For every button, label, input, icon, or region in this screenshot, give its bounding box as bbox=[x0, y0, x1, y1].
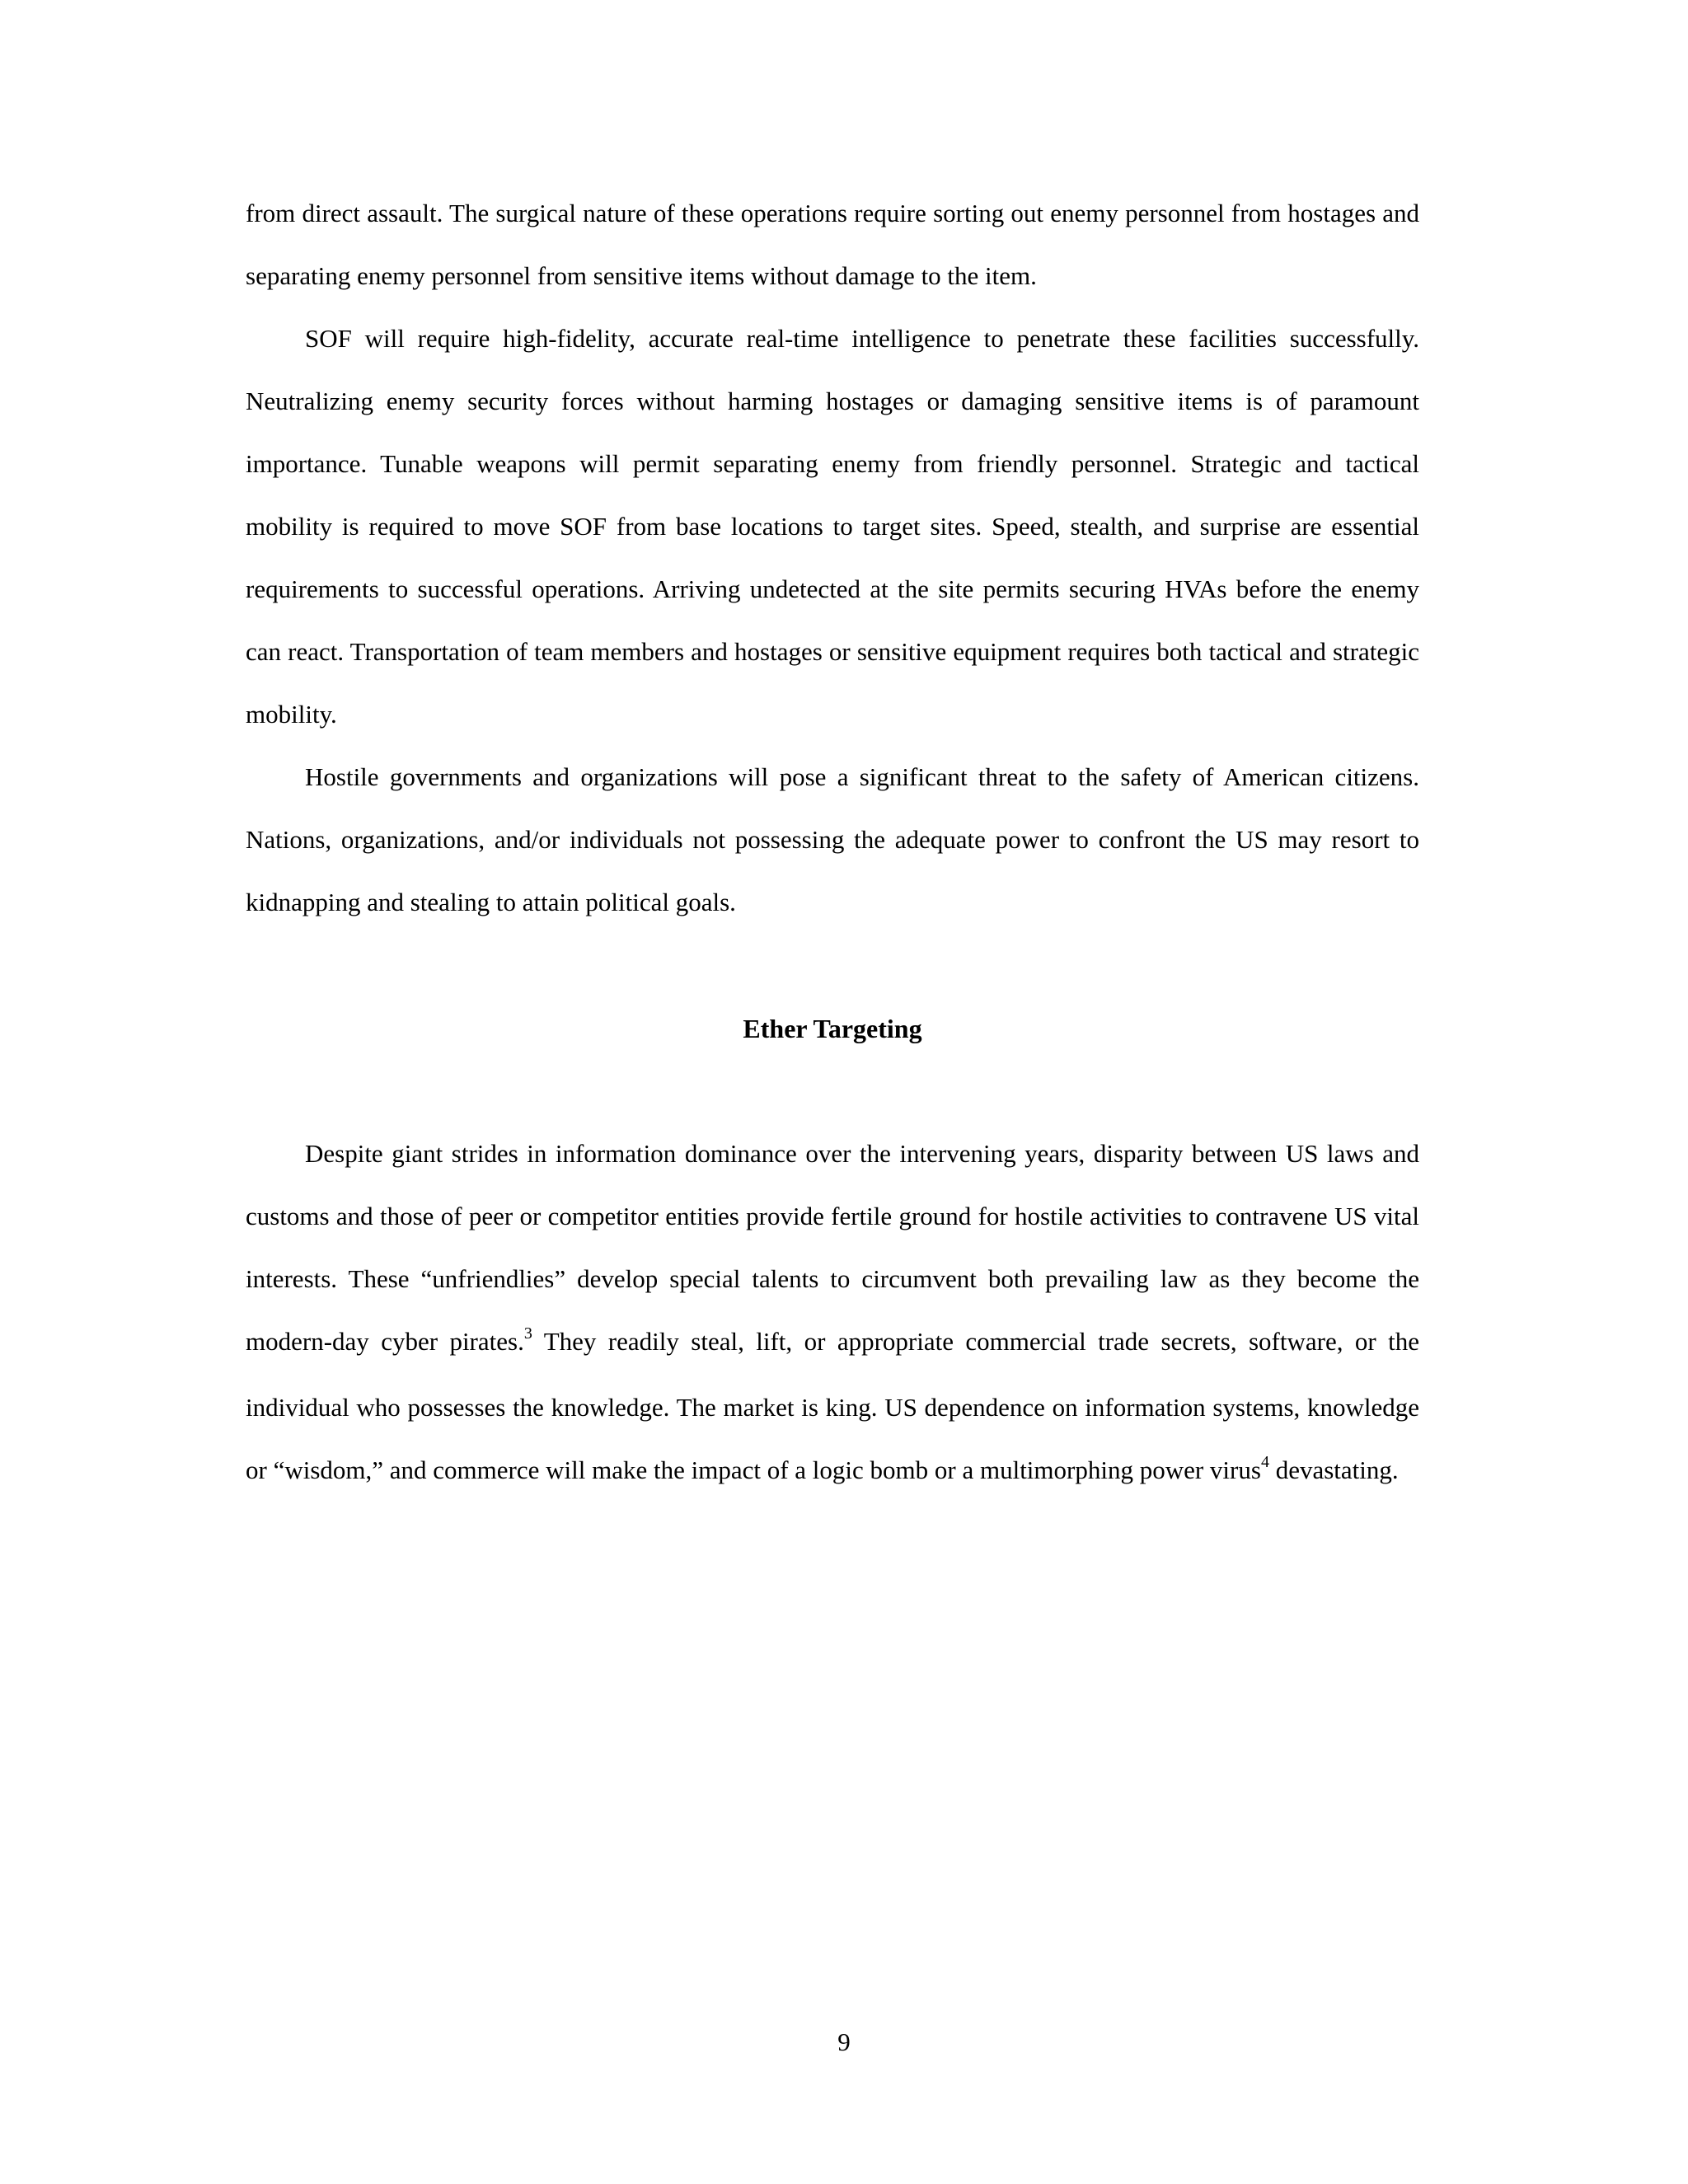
paragraph-text-part-3: devastating. bbox=[1268, 1455, 1399, 1484]
paragraph-hostile-governments: Hostile governments and organizations will pose a significant threat to the safety of American citizens. Nations, organizations, and/or individuals not possessing the adequate power to confront the US may resort to kidnapping and stealing to attain political goals. bbox=[246, 762, 1419, 916]
paragraph-ether-targeting bbox=[246, 1122, 1419, 1505]
paragraph-text-part-1: Despite giant strides in information dominance over the intervening years, disparity between US laws and customs and those of peer or competitor entities provide fertile ground for hostile activities to contravene US vital interests. These “unfriendlies” develop special talents to circumvent both prevailing law as they become the modern-day cyber pirates. bbox=[246, 1139, 1419, 1356]
page-number: 9 bbox=[837, 2027, 851, 2056]
footnote-reference-4[interactable]: 4 bbox=[1260, 1453, 1269, 1471]
footnote-reference-3[interactable]: 3 bbox=[523, 1324, 532, 1343]
paragraph-sof-requirements: SOF will require high-fidelity, accurate real-time intelligence to penetrate these facilities successfully. Neutralizing enemy security forces without harming hostages or damaging sensitive items is of paramount importance. Tunable weapons will permit separating enemy from friendly personnel. Strategic and tactical mobility is required to move SOF from base locations to target sites. Speed, stealth, and surprise are essential requirements to successful operations. Arriving undetected at the site permits securing HVAs before the enemy can react. Transportation of team members and hostages or sensitive equipment requires both tactical and strategic mobility. bbox=[246, 324, 1419, 729]
body-text-section-2 bbox=[246, 1122, 1419, 1505]
paragraph-text-part-2: They readily steal, lift, or appropriate commercial trade secrets, software, or the individual who possesses the knowledge. The market is king. US dependence on information systems, knowledge or “wisdom,” and commerce will make the impact of a logic bomb or a multimorphing power virus bbox=[246, 1327, 1419, 1484]
section-heading: Ether Targeting bbox=[743, 1014, 922, 1043]
body-text-section-1 bbox=[246, 182, 1419, 934]
paragraph-continuation: from direct assault. The surgical nature of these operations require sorting out enemy personnel from hostages and separating enemy personnel from sensitive items without damage to the item. bbox=[246, 199, 1419, 290]
